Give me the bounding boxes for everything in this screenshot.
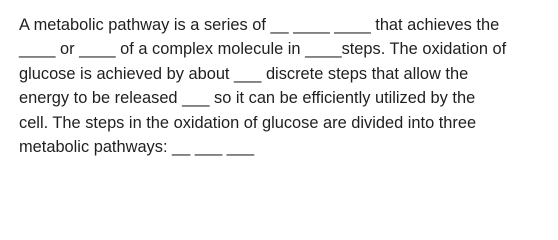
question-text	[19, 13, 544, 159]
question-line: glucose is achieved by about ___ discrete steps that allow the	[19, 64, 469, 83]
question-line: metabolic pathways: __ ___ ___	[19, 138, 255, 157]
question-line: ____ or ____ of a complex molecule in ____steps. The oxidation of	[19, 40, 507, 59]
question-line: A metabolic pathway is a series of __ ____ ____ that achieves the	[19, 16, 500, 34]
question-line: cell. The steps in the oxidation of glucose are divided into three	[19, 113, 477, 132]
question-line: energy to be released ___ so it can be efficiently utilized by the	[19, 89, 476, 108]
